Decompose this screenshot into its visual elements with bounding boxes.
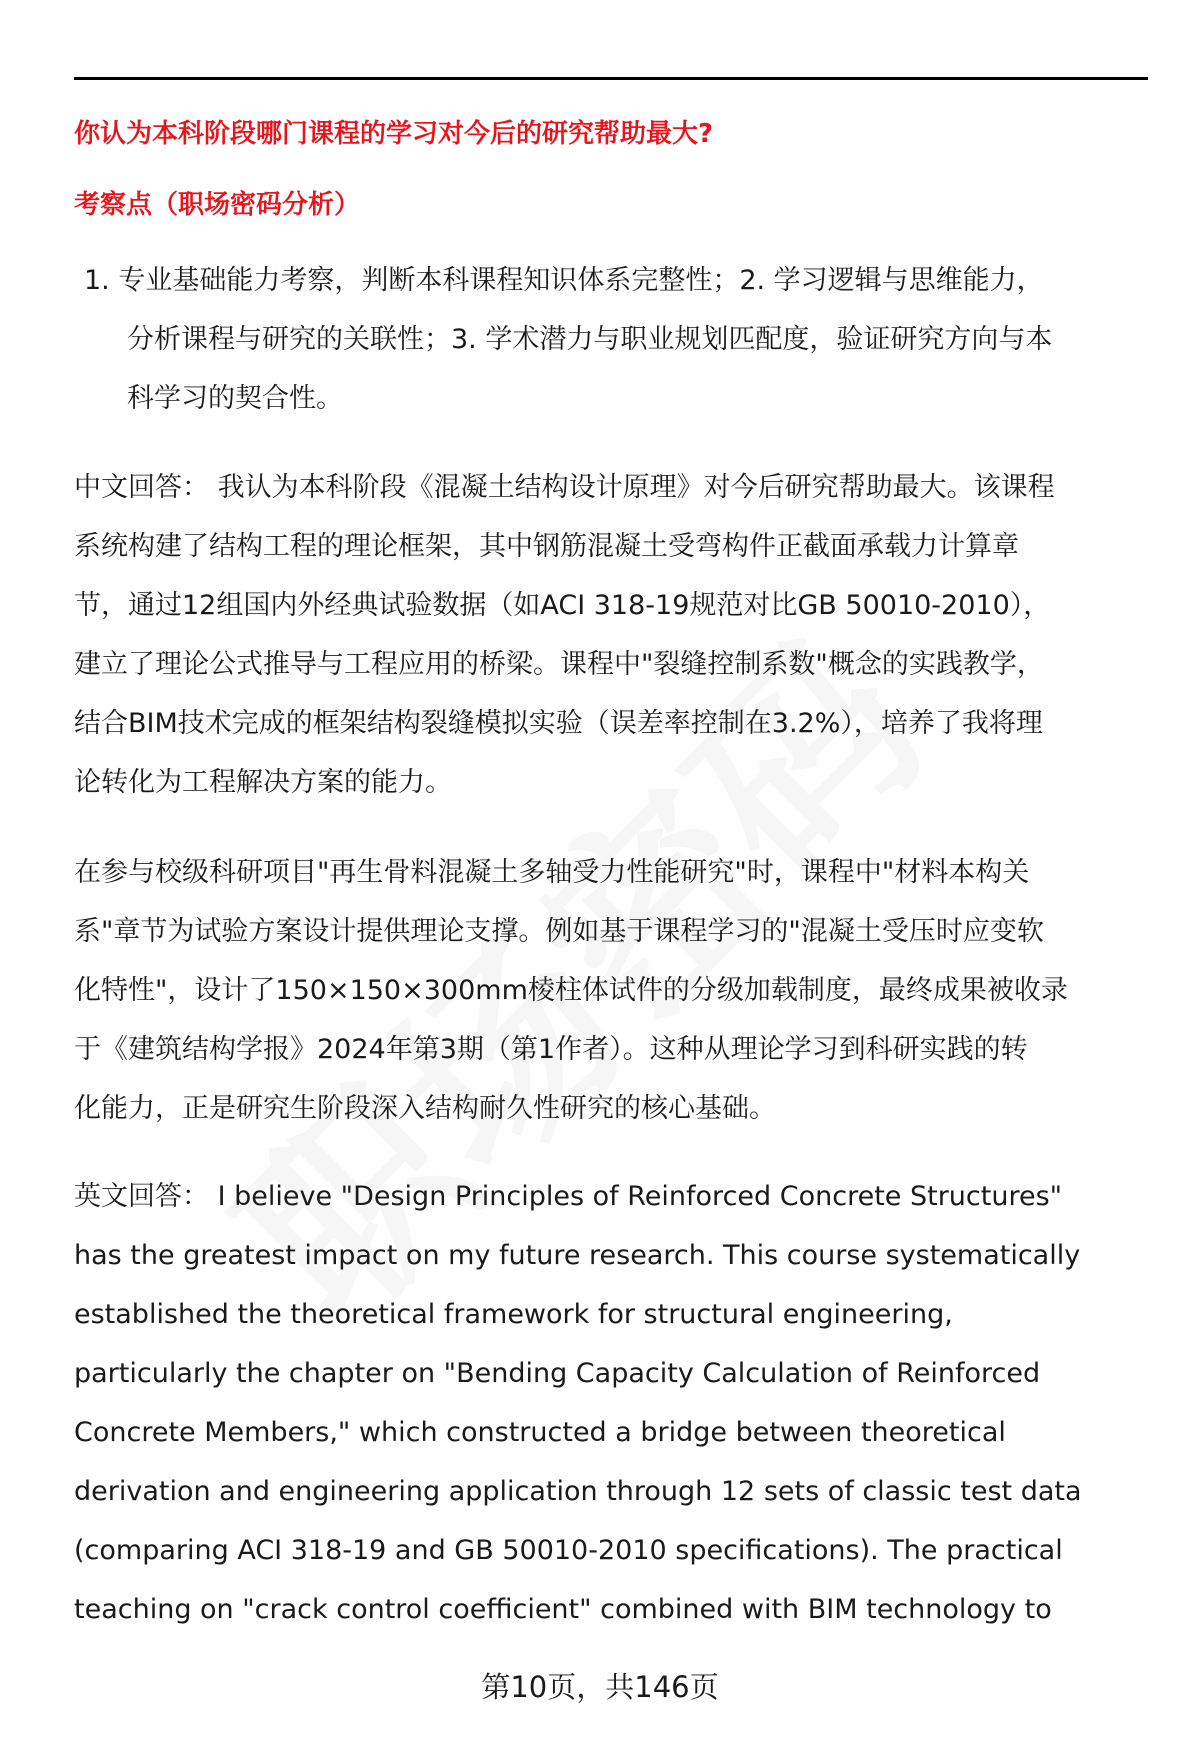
text-line: 建立了理论公式推导与工程应用的桥梁。课程中"裂缝控制系数"概念的实践教学，	[74, 649, 1044, 680]
text-line: has the greatest impact on my future research. This course systematically	[74, 1240, 1081, 1271]
text-line: 化特性"，设计了150×150×300mm棱柱体试件的分级加载制度，最终成果被收录	[74, 975, 1068, 1006]
text-line: 结合BIM技术完成的框架结构裂缝模拟实验（误差率控制在3.2%），培养了我将理	[74, 708, 1043, 739]
page-number: 第10页，共146页	[481, 1670, 719, 1704]
focus-heading: 考察点（职场密码分析）	[74, 190, 361, 220]
text-line: 化能力，正是研究生阶段深入结构耐久性研究的核心基础。	[74, 1093, 776, 1124]
header-rule	[74, 77, 1148, 80]
text-line: particularly the chapter on "Bending Capacity Calculation of Reinforced	[74, 1358, 1041, 1389]
text-line: 论转化为工程解决方案的能力。	[74, 767, 452, 798]
cn-answer-paragraph-2	[74, 843, 1164, 1138]
focus-list	[84, 251, 1174, 428]
text-line: established the theoretical framework for structural engineering,	[74, 1299, 953, 1330]
focus-line: 科学习的契合性。	[127, 383, 343, 414]
text-line: 在参与校级科研项目"再生骨料混凝土多轴受力性能研究"时，课程中"材料本构关	[74, 857, 1030, 888]
text-line: (comparing ACI 318-19 and GB 50010-2010 specifications). The practical	[74, 1535, 1063, 1566]
text-line: 于《建筑结构学报》2024年第3期（第1作者）。这种从理论学习到科研实践的转	[74, 1034, 1028, 1065]
text-line: 中文回答： 我认为本科阶段《混凝土结构设计原理》对今后研究帮助最大。该课程	[74, 472, 1055, 503]
text-line: 英文回答： I believe "Design Principles of Reinforced Concrete Structures"	[74, 1181, 1063, 1212]
focus-line: 分析课程与研究的关联性；3. 学术潜力与职业规划匹配度，验证研究方向与本	[127, 324, 1053, 355]
focus-line: 1. 专业基础能力考察，判断本科课程知识体系完整性；2. 学习逻辑与思维能力，	[84, 265, 1044, 296]
en-answer-paragraph	[74, 1167, 1164, 1639]
text-line: 系统构建了结构工程的理论框架，其中钢筋混凝土受弯构件正截面承载力计算章	[74, 531, 1019, 562]
text-line: derivation and engineering application through 12 sets of classic test data	[74, 1476, 1082, 1507]
text-line: Concrete Members," which constructed a bridge between theoretical	[74, 1417, 1006, 1448]
question-heading: 你认为本科阶段哪门课程的学习对今后的研究帮助最大?	[74, 119, 714, 149]
text-line: 节，通过12组国内外经典试验数据（如ACI 318-19规范对比GB 50010-2010），	[74, 590, 1051, 621]
text-line: teaching on "crack control coefficient" combined with BIM technology to	[74, 1594, 1052, 1625]
text-line: 系"章节为试验方案设计提供理论支撑。例如基于课程学习的"混凝土受压时应变软	[74, 916, 1044, 947]
cn-answer-paragraph-1	[74, 458, 1164, 812]
